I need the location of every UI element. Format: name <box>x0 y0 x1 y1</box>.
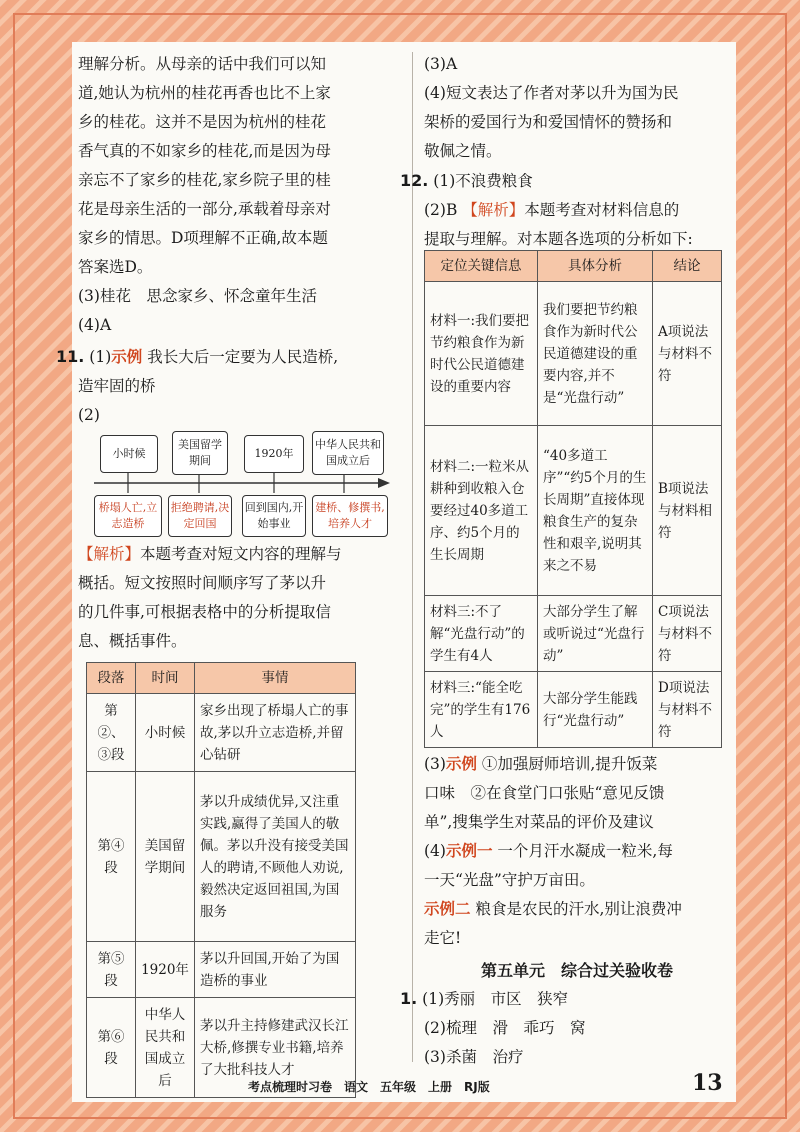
table-cell: 材料一:我们要把节约粮食作为新时代公民道德建设的重要内容 <box>425 282 538 426</box>
table-cell: 1920年 <box>136 942 195 998</box>
answer-text: (1)不浪费粮食 <box>433 172 533 190</box>
table-cell: 材料三:“能全吃完”的学生有176人 <box>425 672 538 748</box>
timeline-event-1: 桥塌人亡,立志造桥 <box>94 495 162 537</box>
table-cell: 我们要把节约粮食作为新时代公民道德建设的重要内容,并不是“光盘行动” <box>538 282 653 426</box>
text-line: 香气真的不如家乡的桂花,而是因为母 <box>78 142 331 160</box>
table-cell: C项说法与材料不符 <box>653 596 722 672</box>
table-cell: 中华人民共和国成立后 <box>136 998 195 1098</box>
footer-text: 考点梳理时习卷 语文 五年级 上册 RJ版 <box>248 1080 490 1094</box>
table-row <box>87 942 356 998</box>
text-line: 本题考查对材料信息的 <box>524 201 680 219</box>
table-cell: D项说法与材料不符 <box>653 672 722 748</box>
text-line: 乡的桂花。这并不是因为杭州的桂花 <box>78 113 327 131</box>
page-content <box>56 42 736 1102</box>
text-line: 的几件事,可根据表格中的分析提取信 <box>78 603 331 621</box>
text-line: ①加强厨师培训,提升饭菜 <box>476 755 658 773</box>
timeline-time-3: 1920年 <box>244 435 304 473</box>
table-header: 段落 <box>87 663 136 694</box>
answer-text: 我长大后一定要为人民造桥, <box>142 348 339 366</box>
text-line: 提取与理解。对本题各选项的分析如下: <box>424 230 693 248</box>
table-row <box>425 596 722 672</box>
answer-text: 造牢固的桥 <box>78 377 156 395</box>
q12-table <box>424 250 722 748</box>
table-cell: 第⑤段 <box>87 942 136 998</box>
q10-answer-3: (3)桂花 思念家乡、怀念童年生活 <box>78 287 317 305</box>
text-line: (4)短文表达了作者对茅以升为国为民 <box>424 84 679 102</box>
table-row <box>425 672 722 748</box>
table-row <box>87 772 356 942</box>
sub-label: (1) <box>89 348 112 366</box>
sub-label: (2) <box>78 406 100 424</box>
table-cell: 家乡出现了桥塌人亡的事故,茅以升立志造桥,并留心钻研 <box>195 694 356 772</box>
answer-text: (2)梳理 滑 乖巧 窝 <box>424 1019 586 1037</box>
page-footer <box>72 1070 736 1102</box>
timeline-time-1: 小时候 <box>100 435 158 473</box>
text-line: 口味 ②在食堂门口张贴“意见反馈 <box>424 784 665 802</box>
table-cell: A项说法与材料不符 <box>653 282 722 426</box>
q10-analysis-continued <box>78 50 404 340</box>
q11-analysis <box>78 540 404 656</box>
table-cell: 材料二:一粒米从耕种到收粮入仓要经过40多道工序、约5个月的生长周期 <box>425 426 538 596</box>
example-label: 示例二 <box>424 900 471 918</box>
text-line: 概括。短文按照时间顺序写了茅以升 <box>78 574 327 592</box>
table-cell: 第⑥段 <box>87 998 136 1098</box>
answer-text: (3)杀菌 治疗 <box>424 1048 524 1066</box>
q10-answer-4: (4)A <box>78 316 112 334</box>
sub-label: (4) <box>424 842 446 860</box>
example-label: 示例 <box>445 755 477 773</box>
text-line: 敬佩之情。 <box>424 142 502 160</box>
analysis-tag: 【解析】 <box>462 201 525 219</box>
q12-part3-4 <box>424 750 730 953</box>
table-row <box>87 694 356 772</box>
table-header: 事情 <box>195 663 356 694</box>
question-number: 12. <box>400 171 429 190</box>
timeline-diagram <box>94 429 394 539</box>
table-cell: 大部分学生能践行“光盘行动” <box>538 672 653 748</box>
text-line: 单”,搜集学生对菜品的评价及建议 <box>424 813 654 831</box>
timeline-time-4: 中华人民共和国成立后 <box>312 431 384 475</box>
text-line: 答案选D。 <box>78 258 153 276</box>
question-number: 11. <box>56 347 85 366</box>
table-row <box>425 282 722 426</box>
answer-text: (1)秀丽 市区 狭窄 <box>422 990 569 1008</box>
text-line: 理解分析。从母亲的话中我们可以知 <box>78 55 327 73</box>
q12-part1-2 <box>400 166 730 254</box>
unit-title: 第五单元 综合过关验收卷 <box>480 961 673 980</box>
text-line: 一个月汗水凝成一粒米,每 <box>492 842 673 860</box>
question-number: 1. <box>400 989 418 1008</box>
timeline-event-2: 拒绝聘请,决定回国 <box>168 495 232 537</box>
table-cell: “40多道工序”“约5个月的生长周期”直接体现粮食生产的复杂性和艰辛,说明其来之不易 <box>538 426 653 596</box>
answer-text: (2)B <box>424 201 463 219</box>
q11-part1 <box>56 342 404 430</box>
table-header: 具体分析 <box>538 251 653 282</box>
text-line: 花是母亲生活的一部分,承载着母亲对 <box>78 200 331 218</box>
text-line: 架桥的爱国行为和爱国情怀的赞扬和 <box>424 113 673 131</box>
text-line: 亲忘不了家乡的桂花,家乡院子里的桂 <box>78 171 331 189</box>
table-cell: B项说法与材料相符 <box>653 426 722 596</box>
text-line: 本题考查对短文内容的理解与 <box>140 545 342 563</box>
timeline-event-3: 回到国内,开始事业 <box>242 495 306 537</box>
table-cell: 材料三:不了解“光盘行动”的学生有4人 <box>425 596 538 672</box>
text-line: 道,她认为杭州的桂花再香也比不上家 <box>78 84 331 102</box>
table-header: 结论 <box>653 251 722 282</box>
table-cell: 茅以升回国,开始了为国造桥的事业 <box>195 942 356 998</box>
table-cell: 第④段 <box>87 772 136 942</box>
analysis-tag: 【解析】 <box>78 545 141 563</box>
example-label: 示例 <box>111 348 143 366</box>
text-line: 息、概括事件。 <box>78 632 187 650</box>
unit5-q1 <box>400 984 730 1072</box>
page-number: 13 <box>692 1070 723 1096</box>
timeline-time-2: 美国留学期间 <box>172 431 228 475</box>
table-cell: 茅以升主持修建武汉长江大桥,修撰专业书籍,培养了大批科技人才 <box>195 998 356 1098</box>
table-row <box>425 426 722 596</box>
q11-part3-4 <box>424 50 730 166</box>
table-header: 时间 <box>136 663 195 694</box>
q11-table <box>86 662 356 1098</box>
table-cell: 第②、③段 <box>87 694 136 772</box>
table-header: 定位关键信息 <box>425 251 538 282</box>
table-cell: 美国留学期间 <box>136 772 195 942</box>
table-cell: 茅以升成绩优异,又注重实践,赢得了美国人的敬佩。茅以升没有接受美国人的聘请,不顾他人劝说,毅然决定返回祖国,为国服务 <box>195 772 356 942</box>
sub-label: (3) <box>424 755 446 773</box>
text-line: 粮食是农民的汗水,别让浪费冲 <box>470 900 682 918</box>
timeline-event-4: 建桥、修撰书,培养人才 <box>312 495 388 537</box>
q11-answer-3: (3)A <box>424 55 458 73</box>
table-cell: 大部分学生了解或听说过“光盘行动” <box>538 596 653 672</box>
text-line: 走它! <box>424 929 462 947</box>
example-label: 示例一 <box>445 842 493 860</box>
text-line: 家乡的情思。D项理解不正确,故本题 <box>78 229 328 247</box>
unit-heading <box>424 958 730 981</box>
table-cell: 小时候 <box>136 694 195 772</box>
text-line: 一天“光盘”守护万亩田。 <box>424 871 595 889</box>
